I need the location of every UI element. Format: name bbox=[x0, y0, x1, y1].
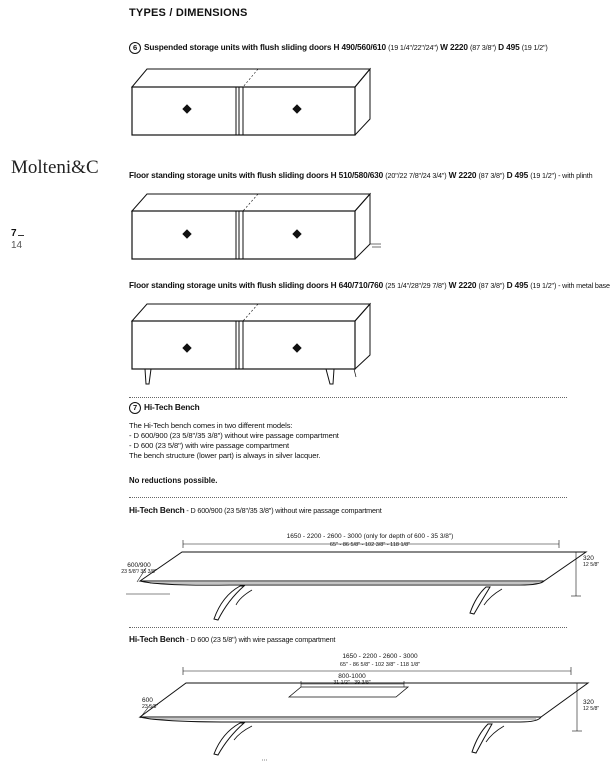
bench-2-comp-in: 31 1/2" - 39 3/8" bbox=[333, 680, 371, 686]
cabinet-metal-base-drawing bbox=[132, 304, 370, 384]
bench-2-desc: - D 600 (23 5/8") with wire passage compartment bbox=[184, 635, 336, 644]
line3-main: Floor standing storage units with flush sliding doors H 640/710/760 bbox=[129, 280, 386, 290]
no-reductions-note: No reductions possible. bbox=[129, 476, 218, 485]
bench-2-length-in: 65" - 86 5/8" - 102 3/8" - 118 1/8" bbox=[339, 662, 421, 668]
separator-1 bbox=[129, 397, 567, 398]
desc-line-4: The bench structure (lower part) is always in silver lacquer. bbox=[129, 451, 321, 461]
line1-d: D 495 bbox=[495, 42, 522, 53]
bench-2-depth-in: 23 5/8" bbox=[142, 704, 159, 710]
bench-2-heading bbox=[129, 634, 335, 644]
desc-line-1: The Hi-Tech bench comes in two different models: bbox=[129, 421, 293, 430]
page-number: 14 bbox=[11, 240, 23, 251]
line2-d: D 495 bbox=[504, 170, 531, 180]
section-6-metal-base-heading bbox=[129, 280, 610, 290]
line1-w: W 2220 bbox=[437, 42, 470, 53]
line3-n3: (19 1/2") bbox=[530, 281, 557, 290]
bench-1-length-label bbox=[260, 533, 480, 549]
line3-suffix: - with metal base bbox=[556, 281, 610, 290]
separator-3 bbox=[129, 627, 567, 628]
desc-line-3: - D 600 (23 5/8") with wire passage compartment bbox=[129, 441, 290, 451]
bench-2-name: Hi-Tech Bench bbox=[129, 634, 185, 644]
cabinet-suspended-drawing bbox=[132, 69, 370, 135]
line3-n1: (25 1/4"/28"/29 7/8") bbox=[385, 281, 447, 290]
line2-n3: (19 1/2") bbox=[530, 171, 557, 180]
section-7-description bbox=[129, 421, 339, 461]
line1-main: Suspended storage units with flush sliding doors H 490/560/610 bbox=[144, 42, 389, 53]
line3-d: D 495 bbox=[504, 280, 531, 290]
line1-n2: (87 3/8") bbox=[470, 43, 496, 53]
bench-1-name: Hi-Tech Bench bbox=[129, 505, 185, 515]
section-7-number: 7 bbox=[129, 402, 141, 414]
section-6-number: 6 bbox=[129, 42, 141, 54]
line3-n2: (87 3/8") bbox=[478, 281, 505, 290]
bench-1-depth-label bbox=[118, 562, 160, 576]
bench-2-compartment-label bbox=[312, 673, 392, 687]
bench-1-depth-in: 23 5/8"/ 35 3/8" bbox=[121, 569, 157, 575]
section-7-title: Hi-Tech Bench bbox=[144, 402, 200, 413]
brand-logo: Molteni&C bbox=[11, 157, 99, 178]
line2-suffix: - with plinth bbox=[556, 171, 593, 180]
bench-2-comp-mm: 800-1000 bbox=[338, 673, 366, 680]
bench-2-length-mm: 1650 - 2200 - 2600 - 3000 bbox=[342, 653, 418, 660]
line2-n2: (87 3/8") bbox=[478, 171, 505, 180]
bench-1-length-in: 65" - 86 5/8" - 102 3/8" - 118 1/8" bbox=[329, 542, 411, 548]
bench-1-depth-mm: 600/900 bbox=[127, 562, 151, 569]
bench-1-height-label bbox=[583, 555, 599, 569]
bench-2-length-label bbox=[280, 653, 480, 669]
bench-1-desc: - D 600/900 (23 5/8"/35 3/8") without wire passage compartment bbox=[184, 506, 382, 515]
cabinet-plinth-drawing bbox=[132, 194, 381, 259]
line2-n1: (20"/22 7/8"/24 3/4") bbox=[385, 171, 447, 180]
line3-w: W 2220 bbox=[446, 280, 479, 290]
section-6-plinth-heading bbox=[129, 170, 592, 180]
line2-main: Floor standing storage units with flush sliding doors H 510/580/630 bbox=[129, 170, 386, 180]
page-section-number: 7 bbox=[11, 228, 17, 239]
bench-1-heading bbox=[129, 505, 382, 515]
bench-1-height-in: 12 5/8" bbox=[583, 562, 600, 568]
bench-1-drawing bbox=[126, 540, 586, 620]
section-7-heading bbox=[129, 402, 200, 414]
bench-2-height-mm: 320 bbox=[583, 699, 594, 706]
bench-2-depth-mm: 600 bbox=[142, 697, 153, 704]
line2-w: W 2220 bbox=[446, 170, 479, 180]
bench-2-height-label bbox=[583, 699, 599, 713]
bench-2-depth-label bbox=[142, 697, 158, 711]
page-title: TYPES / DIMENSIONS bbox=[129, 7, 248, 19]
bench-2-height-in: 12 5/8" bbox=[583, 706, 600, 712]
line1-n3: (19 1/2") bbox=[521, 43, 548, 53]
bench-1-height-mm: 320 bbox=[583, 555, 594, 562]
desc-line-2: - D 600/900 (23 5/8"/35 3/8") without wire passage compartment bbox=[129, 431, 339, 441]
separator-2 bbox=[129, 497, 567, 498]
bench-1-length-mm: 1650 - 2200 - 2600 - 3000 (only for depth of 600 - 35 3/8") bbox=[286, 533, 454, 540]
line1-n1: (19 1/4"/22"/24") bbox=[388, 43, 438, 53]
